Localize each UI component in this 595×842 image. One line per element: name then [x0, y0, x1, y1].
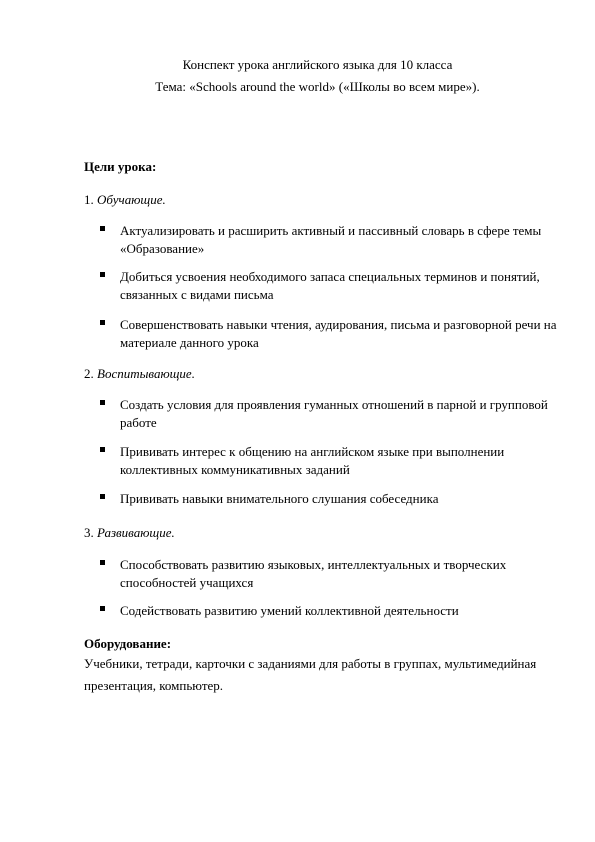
- list-item-text: Способствовать развитию языковых, интеллектуальных и творческих способностей учащихся: [120, 557, 507, 590]
- square-bullet-icon: [100, 560, 105, 565]
- section-title: Развивающие.: [97, 525, 175, 540]
- square-bullet-icon: [100, 494, 105, 499]
- section-header: [84, 524, 175, 541]
- square-bullet-icon: [100, 447, 105, 452]
- list-item-text: Совершенствовать навыки чтения, аудирования, письма и разговорной речи на материале данного урока: [120, 317, 557, 350]
- equipment-text: Учебники, тетради, карточки с заданиями для работы в группах, мультимедийная презентация, компьютер.: [84, 656, 537, 693]
- square-bullet-icon: [100, 272, 105, 277]
- section-title: Воспитывающие.: [97, 366, 195, 381]
- square-bullet-icon: [100, 320, 105, 325]
- lesson-title: Конспект урока английского языка для 10 класса: [182, 57, 453, 72]
- list-item-text: Актуализировать и расширить активный и пассивный словарь в сфере темы «Образование»: [120, 223, 542, 256]
- section-number: 1.: [84, 192, 94, 207]
- section-number: 3.: [84, 525, 94, 540]
- list-item-text: Добиться усвоения необходимого запаса специальных терминов и понятий, связанных с видами письма: [120, 269, 540, 302]
- list-item-text: Создать условия для проявления гуманных отношений в парной и групповой работе: [120, 397, 548, 430]
- square-bullet-icon: [100, 226, 105, 231]
- goals-heading: Цели урока:: [84, 159, 157, 174]
- section-header: [84, 365, 195, 382]
- square-bullet-icon: [100, 400, 105, 405]
- section-header: [84, 191, 166, 208]
- list-item-text: Содействовать развитию умений коллективной деятельности: [120, 603, 459, 618]
- section-title: Обучающие.: [97, 192, 166, 207]
- lesson-topic: Тема: «Schools around the world» («Школы во всем мире»).: [155, 79, 480, 94]
- list-item-text: Прививать навыки внимательного слушания собеседника: [120, 491, 439, 506]
- section-number: 2.: [84, 366, 94, 381]
- list-item-text: Прививать интерес к общению на английском языке при выполнении коллективных коммуникативных заданий: [120, 444, 505, 477]
- square-bullet-icon: [100, 606, 105, 611]
- equipment-heading: Оборудование:: [84, 636, 172, 651]
